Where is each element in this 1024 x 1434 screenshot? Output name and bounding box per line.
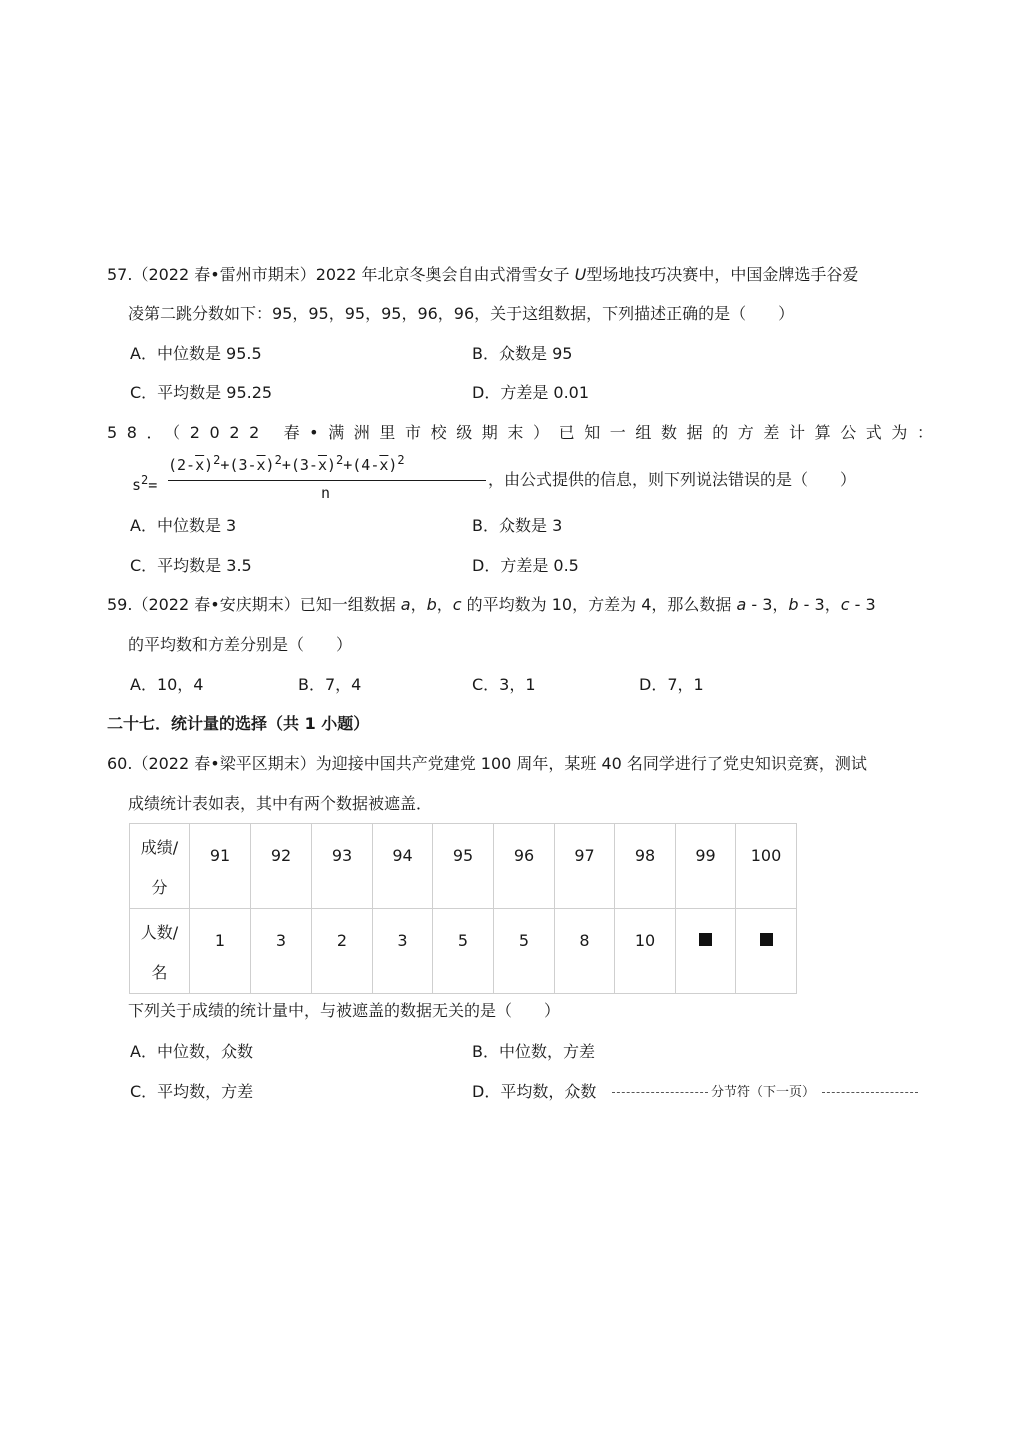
- term2-exp: 2: [274, 453, 282, 467]
- q60-option-b: B．中位数，方差: [472, 1042, 595, 1061]
- q59-option-d: D．7，1: [639, 675, 704, 694]
- q58-option-d: D．方差是 0.5: [472, 556, 579, 575]
- xbar-4: $\overline{x}$: [379, 456, 389, 474]
- term4-exp: 2: [397, 453, 405, 467]
- q59-line2: 的平均数和方差分别是（ ）: [128, 635, 353, 654]
- q57-line1: [107, 263, 858, 287]
- q58-option-b: B．众数是 3: [472, 516, 563, 535]
- formula-s-letter: s: [132, 476, 142, 494]
- q59-option-a: A．10，4: [130, 675, 204, 694]
- count-cell: 3: [251, 909, 312, 994]
- q59-option-b: B．7，4: [298, 675, 362, 694]
- q57-option-b: B．众数是 95: [472, 344, 573, 363]
- q60-question: 下列关于成绩的统计量中，与被遮盖的数据无关的是（ ）: [128, 1001, 561, 1020]
- score-cell: 93: [312, 824, 373, 909]
- minus3-c: - 3: [849, 595, 876, 614]
- count-cell: 8: [555, 909, 615, 994]
- header-count-b: 名: [151, 963, 168, 982]
- count-cell-covered: [676, 909, 736, 994]
- sep-1: ，: [410, 595, 427, 614]
- q60-line1: 60.（2022 春•梁平区期末）为迎接中国共产党建党 100 周年，某班 40 名同学进行了党史知识竞赛，测试: [107, 754, 867, 773]
- term1-exp: 2: [213, 453, 221, 467]
- header-cell-score: [130, 824, 190, 909]
- count-cell: 5: [494, 909, 555, 994]
- score-cell: 92: [251, 824, 312, 909]
- q60-line2: 成绩统计表如表，其中有两个数据被遮盖．: [128, 794, 433, 813]
- score-cell: 99: [676, 824, 736, 909]
- formula-s-exp: 2: [141, 473, 149, 487]
- q57-option-a: A．中位数是 95.5: [130, 344, 262, 363]
- q59-text-b: 的平均数为 10，方差为 4，那么数据: [461, 595, 737, 614]
- term3-close: ): [326, 456, 336, 474]
- q58-line1: 58．（2022 春•满洲里市校级期末）已知一组数据的方差计算公式为：: [107, 423, 943, 442]
- term3-exp: 2: [336, 453, 344, 467]
- header-count-a: 人数/: [140, 923, 179, 942]
- plus-3: +: [343, 456, 353, 474]
- q59-text-a: 59.（2022 春•安庆期末）已知一组数据: [107, 595, 401, 614]
- xbar-2: $\overline{x}$: [256, 456, 266, 474]
- var-b-2: b: [788, 595, 799, 614]
- q59-line1: [107, 593, 876, 617]
- q57-var-u: U: [574, 265, 587, 284]
- table-row-counts: [130, 909, 797, 994]
- formula-s: [132, 473, 157, 494]
- var-a-2: a: [736, 595, 747, 614]
- plus-1: +: [220, 456, 230, 474]
- header-score-b: 分: [151, 878, 168, 897]
- var-c: c: [452, 595, 462, 614]
- xbar-1: $\overline{x}$: [195, 456, 205, 474]
- fraction-bar: [168, 480, 486, 481]
- q57-option-c: C．平均数是 95.25: [130, 383, 273, 402]
- section-break-label: 分节符（下一页）: [711, 1085, 816, 1100]
- covered-square-icon: [699, 933, 712, 946]
- minus3-a: - 3: [746, 595, 773, 614]
- var-b: b: [426, 595, 437, 614]
- count-cell: 10: [615, 909, 676, 994]
- sep-3: ，: [772, 595, 789, 614]
- count-cell-covered: [736, 909, 797, 994]
- score-cell: 91: [190, 824, 251, 909]
- q58-option-c: C．平均数是 3.5: [130, 556, 252, 575]
- sep-2: ，: [436, 595, 453, 614]
- term4-close: ): [388, 456, 398, 474]
- score-cell: 95: [433, 824, 494, 909]
- q57-line2: 凌第二跳分数如下：95，95，95，95，96，96，关于这组数据，下列描述正确的是（ ）: [128, 304, 795, 323]
- header-cell-count: [130, 909, 190, 994]
- q60-option-a: A．中位数，众数: [130, 1042, 253, 1061]
- score-cell: 96: [494, 824, 555, 909]
- table-row-scores: [130, 824, 797, 909]
- sep-4: ，: [824, 595, 841, 614]
- score-cell: 98: [615, 824, 676, 909]
- xbar-3: $\overline{x}$: [317, 456, 327, 474]
- formula-denominator: n: [321, 484, 331, 502]
- section-break-rule-left: [612, 1092, 708, 1093]
- score-cell: 94: [373, 824, 433, 909]
- count-cell: 5: [433, 909, 494, 994]
- term2-open: (3-: [229, 456, 257, 474]
- q57-option-d: D．方差是 0.01: [472, 383, 590, 402]
- section-break-rule-right: [822, 1092, 918, 1093]
- q59-option-c: C．3，1: [472, 675, 536, 694]
- formula-eq: =: [148, 476, 158, 494]
- plus-2: +: [281, 456, 291, 474]
- q58-line2: ，由公式提供的信息，则下列说法错误的是（ ）: [488, 470, 857, 489]
- term3-open: (3-: [290, 456, 318, 474]
- q60-option-c: C．平均数，方差: [130, 1082, 254, 1101]
- term1-close: ): [204, 456, 214, 474]
- q58-option-a: A．中位数是 3: [130, 516, 237, 535]
- count-cell: 2: [312, 909, 373, 994]
- q57-text-a: 57.（2022 春•雷州市期末）2022 年北京冬奥会自由式滑雪女子: [107, 265, 575, 284]
- score-cell: 100: [736, 824, 797, 909]
- q60-option-d: D．平均数，众数: [472, 1082, 597, 1101]
- minus3-b: - 3: [798, 595, 825, 614]
- header-score-a: 成绩/: [140, 838, 179, 857]
- count-cell: 3: [373, 909, 433, 994]
- q57-text-b: 型场地技巧决赛中，中国金牌选手谷爱: [586, 265, 859, 284]
- term4-open: (4-: [352, 456, 380, 474]
- covered-square-icon: [760, 933, 773, 946]
- var-a: a: [400, 595, 411, 614]
- term1-open: (2-: [168, 456, 196, 474]
- term2-close: ): [265, 456, 275, 474]
- score-table: [129, 823, 797, 994]
- var-c-2: c: [840, 595, 850, 614]
- count-cell: 1: [190, 909, 251, 994]
- score-cell: 97: [555, 824, 615, 909]
- formula-numerator: [168, 453, 405, 474]
- section-heading: 二十七．统计量的选择（共 1 小题）: [107, 714, 370, 733]
